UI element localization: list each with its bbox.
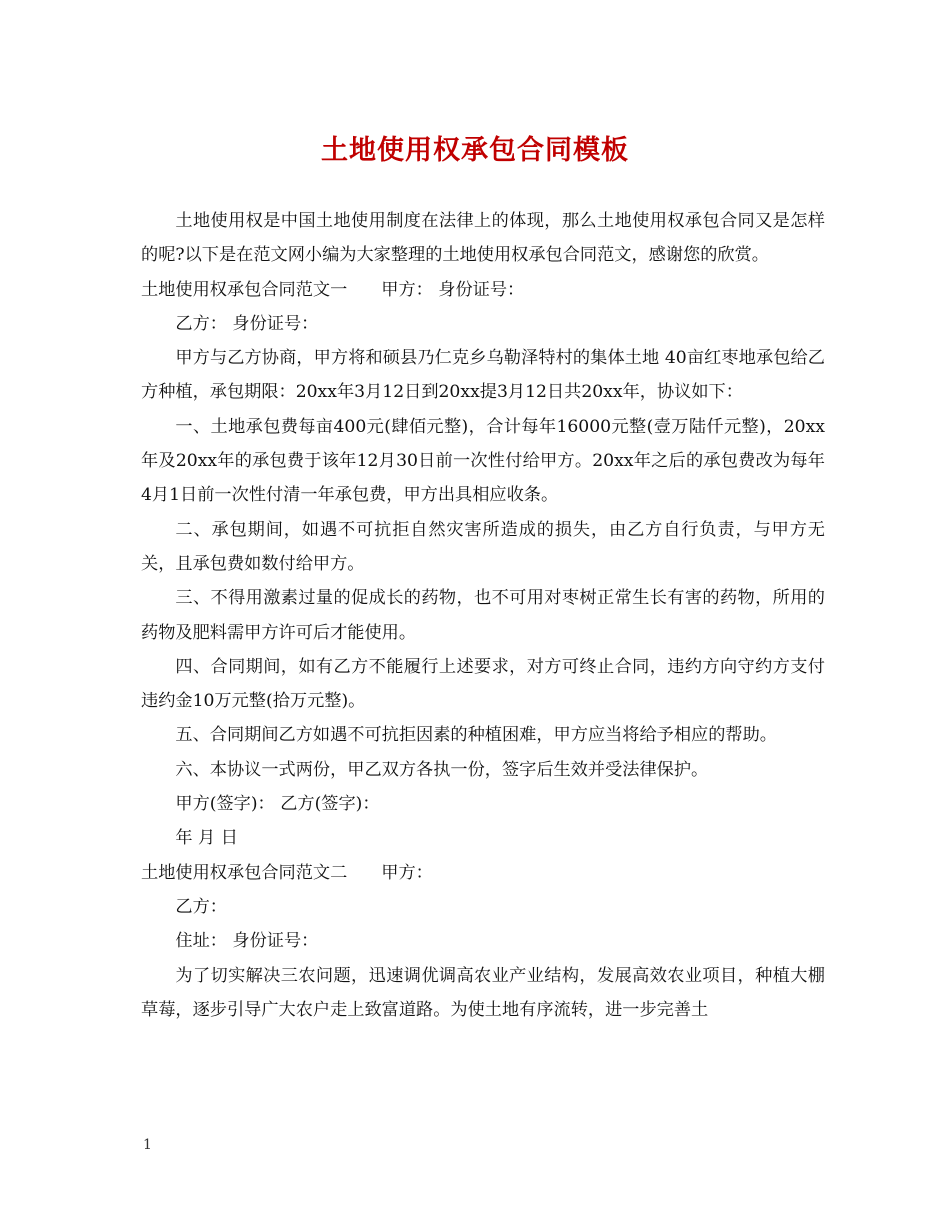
party-b-line: 乙方： 身份证号： bbox=[175, 313, 319, 334]
agreement-paragraph: 甲方与乙方协商，甲方将和硕县乃仁克乡乌勒泽特村的集体土地 40亩红枣地承包给乙方种植，承包期限：20xx年3月12日到20xx提3月12日共20xx年，协议如下： bbox=[141, 348, 825, 403]
document-body bbox=[141, 204, 825, 1027]
sample-two-party-a: 甲方： bbox=[381, 862, 433, 883]
date-line: 年 月 日 bbox=[175, 828, 238, 849]
sample-two-intro: 为了切实解决三农问题，迅速调优调高农业产业结构，发展高效农业项目，种植大棚草莓，逐步引导广大农户走上致富道路。为使土地有序流转，进一步完善土 bbox=[141, 965, 825, 1020]
intro-paragraph: 土地使用权是中国土地使用制度在法律上的体现，那么土地使用权承包合同又是怎样的呢?以下是在范文网小编为大家整理的土地使用权承包合同范文，感谢您的欣赏。 bbox=[141, 211, 825, 266]
sample-two-header-line bbox=[141, 856, 825, 890]
document-title: 土地使用权承包合同模板 bbox=[321, 135, 629, 166]
sample-one-header-line bbox=[141, 273, 825, 307]
sample-one-heading: 土地使用权承包合同范文一 bbox=[141, 279, 348, 300]
signature-line: 甲方(签字)： 乙方(签字)： bbox=[175, 794, 380, 815]
clause-two: 二、承包期间，如遇不可抗拒自然灾害所造成的损失，由乙方自行负责，与甲方无关，且承包费如数付给甲方。 bbox=[141, 519, 825, 574]
party-a-line: 甲方： 身份证号： bbox=[381, 279, 525, 300]
clause-four: 四、合同期间，如有乙方不能履行上述要求，对方可终止合同，违约方向守约方支付违约金10万元整(拾万元整)。 bbox=[141, 656, 825, 712]
clause-five: 五、合同期间乙方如遇不可抗拒因素的种植困难，甲方应当将给予相应的帮助。 bbox=[175, 725, 777, 746]
clause-one: 一、土地承包费每亩400元(肆佰元整)，合计每年16000元整(壹万陆仟元整)，20xx年及20xx年的承包费于该年12月30日前一次性付给甲方。20xx年之后的承包费改为每年4月1日前一次性付清一年承包费，甲方出具相应收条。 bbox=[141, 416, 825, 506]
clause-six: 六、本协议一式两份，甲乙双方各执一份，签字后生效并受法律保护。 bbox=[175, 759, 709, 780]
page-number: 1 bbox=[143, 1137, 152, 1153]
clause-three: 三、不得用激素过量的促成长的药物，也不可用对枣树正常生长有害的药物，所用的药物及肥料需甲方许可后才能使用。 bbox=[141, 588, 825, 643]
address-line: 住址： 身份证号： bbox=[175, 931, 319, 952]
sample-two-party-b: 乙方： bbox=[175, 896, 227, 917]
sample-two-heading: 土地使用权承包合同范文二 bbox=[141, 862, 348, 883]
